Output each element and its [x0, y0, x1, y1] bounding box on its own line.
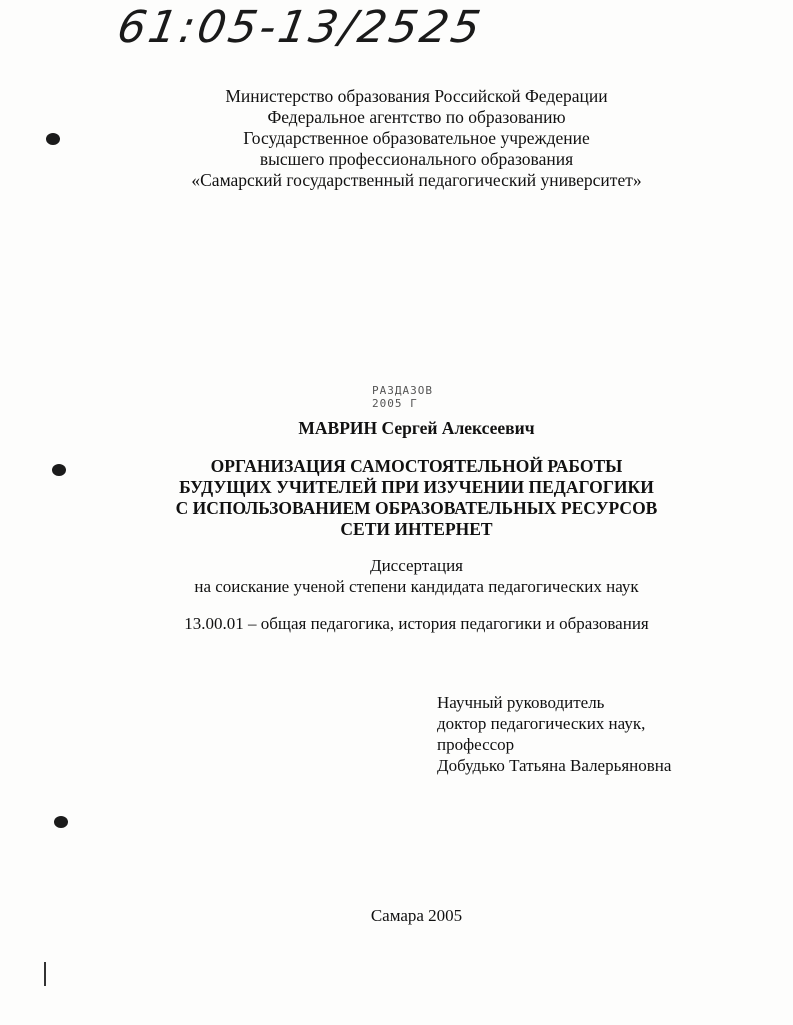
supervisor-line: доктор педагогических наук, [437, 714, 646, 733]
org-line-institution-type: Государственное образовательное учреждение [243, 128, 590, 148]
binding-hole-mark [54, 816, 68, 828]
title-line: С ИСПОЛЬЗОВАНИЕМ ОБРАЗОВАТЕЛЬНЫХ РЕСУРСОВ [175, 498, 658, 518]
binding-hole-mark [46, 133, 60, 145]
org-line-ministry: Министерство образования Российской Федерации [225, 86, 608, 106]
document-type-block [0, 555, 793, 597]
supervisor-line: Добудько Татьяна Валерьяновна [437, 756, 672, 775]
stamp-line: РАЗДАЗОВ [372, 384, 433, 397]
margin-scan-mark [44, 962, 46, 986]
org-line-university: «Самарский государственный педагогический университет» [191, 170, 642, 190]
supervisor-line: профессор [437, 735, 515, 754]
organization-block [0, 86, 793, 191]
city-year: Самара 2005 [370, 906, 463, 925]
binding-hole-mark [52, 464, 66, 476]
title-line: ОРГАНИЗАЦИЯ САМОСТОЯТЕЛЬНОЙ РАБОТЫ [210, 456, 623, 476]
degree-purpose: на соискание ученой степени кандидата педагогических наук [194, 577, 639, 596]
title-line: СЕТИ ИНТЕРНЕТ [340, 519, 493, 539]
stamp-line: 2005 Г [372, 397, 418, 410]
document-type-label: Диссертация [369, 556, 463, 575]
author-name: МАВРИН Сергей Алексеевич [298, 418, 535, 438]
title-line: БУДУЩИХ УЧИТЕЛЕЙ ПРИ ИЗУЧЕНИИ ПЕДАГОГИКИ [179, 477, 654, 497]
specialty-code: 13.00.01 – общая педагогика, история педагогики и образования [184, 614, 649, 633]
supervisor-block [437, 692, 671, 776]
handwritten-archive-code: 61:05-13/2525 [113, 2, 487, 53]
supervisor-line: Научный руководитель [437, 693, 605, 712]
faint-stamp [372, 384, 433, 410]
org-line-education-level: высшего профессионального образования [259, 149, 574, 169]
org-line-agency: Федеральное агентство по образованию [267, 107, 566, 127]
dissertation-title [0, 456, 793, 540]
